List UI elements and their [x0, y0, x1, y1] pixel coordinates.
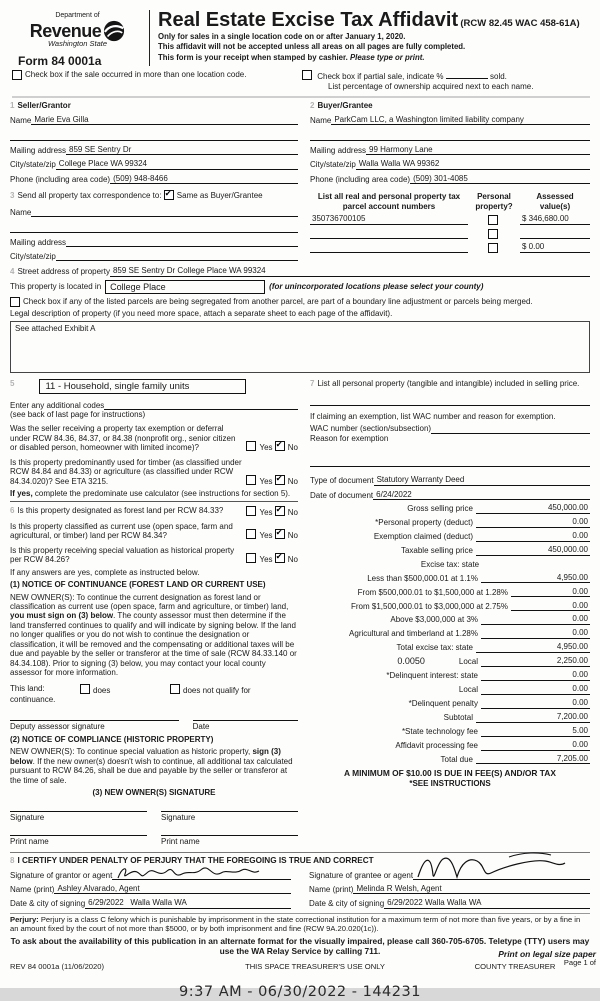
seller-city-label: City/state/zip — [10, 160, 56, 170]
fin-value-total-state: 4,950.00 — [476, 642, 590, 652]
fin-label-affidavitfee: Affidavit processing fee — [395, 741, 478, 751]
assessed-value-field-3: $ 0.00 — [520, 242, 590, 253]
treasurer-space-label: THIS SPACE TREASURER'S USE ONLY — [245, 961, 385, 971]
seller-city-field: College Place WA 99324 — [56, 159, 298, 169]
tax-correspondence-section — [10, 190, 298, 261]
type-of-document-field: Statutory Warranty Deed — [374, 475, 590, 485]
header-note-2: This affidavit will not be accepted unless all areas on all pages are fully completed. — [158, 42, 466, 52]
grantee-datecity-field: 6/29/2022 Walla Walla WA — [384, 898, 590, 908]
parcel-row-2 — [310, 228, 590, 239]
location-select[interactable]: College Place — [105, 280, 265, 295]
fin-label-tier1: Less than $500,000.01 at 1.1% — [367, 573, 478, 583]
print-note: Print on legal size paper Page 1 of — [498, 949, 596, 968]
fin-value-gross: 450,000.00 — [476, 503, 590, 513]
same-as-buyer-label: Same as Buyer/Grantee — [176, 190, 263, 200]
perjury-notice: Perjury: Perjury is a class C felony which is punishable by imprisonment in the state correctional institution for a maximum term of not more than five years, or by a fine in an amount fixed by the court of not more than $5000, or by both imprisonment and fine (RCW 9A.20.020(1c)). — [10, 913, 590, 934]
buyer-mailing-label: Mailing address — [310, 146, 367, 155]
form-header — [10, 8, 590, 68]
current-use-question: Is this property classified as current use (open space, farm and agricultural, or timber) land per RCW 84.34? Yes ✔ No — [10, 522, 298, 541]
notice-compliance-title: (2) NOTICE OF COMPLIANCE (HISTORIC PROPERTY) — [10, 734, 214, 744]
parcel-table — [310, 192, 590, 261]
forest-land-question: 6 Is this property designated as forest land per RCW 84.33? Yes ✔ No — [10, 506, 298, 517]
wac-intro: If claiming an exemption, list WAC number and reason for exemption. — [310, 412, 556, 422]
if-yes-note: If any answers are yes, complete as instructed below. — [10, 567, 200, 577]
rev-form-number: REV 84 0001a (11/06/2020) — [10, 961, 105, 971]
fin-label-delinq-pen: *Delinquent penalty — [408, 699, 478, 709]
grantor-signature-field[interactable] — [112, 870, 291, 880]
wac-number-label: WAC number (section/subsection) — [310, 424, 432, 434]
fin-value-taxable: 450,000.00 — [476, 545, 590, 555]
grantee-signature-label: Signature of grantee or agent — [309, 870, 414, 880]
timber-yes-checkbox[interactable] — [246, 475, 256, 485]
personal-property-checkbox-3[interactable] — [488, 243, 498, 253]
buyer-phone-field: (509) 301-4085 — [410, 174, 590, 184]
fin-label-tier2: From $500,000.01 to $1,500,000 at 1.28% — [357, 587, 508, 597]
excise-tax-state-header: Excise tax: state — [420, 559, 480, 569]
seller-name-2-field[interactable] — [10, 130, 298, 141]
land-use-code-select[interactable]: 11 - Household, single family units — [39, 379, 246, 394]
partial-sale-checkbox[interactable] — [302, 70, 312, 80]
title-rcw-ref: (RCW 82.45 WAC 458-61A) — [460, 18, 580, 29]
personal-property-list-section — [310, 379, 590, 388]
corr-name-label: Name — [10, 207, 32, 217]
forest-yes-checkbox[interactable] — [246, 506, 256, 516]
buyer-grantee-heading: Buyer/Grantee — [317, 101, 373, 111]
property-address-section — [10, 266, 590, 372]
exemption-deferral-question: Was the seller receiving a property tax exemption or deferral under RCW 84.36, 84.37, or 84.38 (nonprofit org., senior citizen or disabled person, homeowner with limited income)? Yes ✔ No — [10, 424, 298, 452]
seller-mailing-label: Mailing address — [10, 146, 67, 155]
washington-state-label: Washington State — [47, 39, 108, 49]
fin-value-tier2: 0.00 — [511, 587, 590, 597]
same-as-buyer-checkbox[interactable] — [164, 190, 174, 200]
corr-name-field[interactable] — [31, 207, 298, 217]
corr-city-field[interactable] — [56, 251, 298, 261]
see-instructions-note: *SEE INSTRUCTIONS — [409, 779, 491, 789]
page-title: Real Estate Excise Tax Affidavit — [158, 9, 459, 31]
fin-label-taxable: Taxable selling price — [400, 546, 473, 556]
street-address-label: Street address of property — [17, 267, 110, 277]
timber-agriculture-question: Is this property predominantly used for timber (as classified under RCW 84.84 and 84.33) or agriculture (as classified under RCW 84.34.020)? See ETA 3215. Yes ✔ No — [10, 458, 298, 486]
buyer-phone-label: Phone (including area code) — [310, 174, 411, 184]
local-rate-value: 0.0050 — [397, 656, 425, 667]
deputy-assessor-signature-line[interactable] — [10, 720, 179, 731]
assessed-value-field-1: $ 346,680.00 — [520, 214, 590, 225]
page-number: Page 1 of — [563, 958, 596, 968]
new-owner-printname-line-1[interactable] — [10, 835, 147, 846]
legal-description-label: Legal description of property (if you need more space, attach a separate sheet to each page of the affidavit). — [10, 309, 393, 319]
fin-value-techfee: 5.00 — [481, 726, 590, 736]
notice-continuance-title: (1) NOTICE OF CONTINUANCE (FOREST LAND OR CURRENT USE) — [10, 580, 266, 590]
seller-grantor-section — [10, 101, 298, 184]
parcel-row-1 — [310, 214, 590, 225]
personal-property-checkbox-1[interactable] — [488, 215, 498, 225]
corr-city-label: City/state/zip — [10, 251, 56, 261]
certification-section — [10, 852, 590, 909]
new-owner-printname-line-2[interactable] — [161, 835, 298, 846]
header-note-3: This form is your receipt when stamped by cashier. Please type or print. — [158, 52, 425, 62]
seller-grantor-heading: Seller/Grantor — [17, 101, 71, 111]
assessed-value-field-2[interactable] — [520, 228, 590, 239]
seller-name-field: Marie Eva Gilla — [31, 115, 298, 125]
fin-label-exemption: Exemption claimed (deduct) — [373, 532, 473, 542]
fin-label-totaldue: Total due — [440, 755, 473, 765]
section-4-number: 4 — [10, 267, 15, 277]
buyer-mailing-field: 99 Harmony Lane — [366, 145, 590, 155]
partial-sale-label-pre: Check box if partial sale, indicate % — [317, 72, 444, 82]
section-8-number: 8 — [10, 856, 15, 866]
county-treasurer-label: COUNTY TREASURER — [474, 961, 556, 971]
section-5-number: 5 — [10, 378, 15, 388]
partial-sale-label-post: sold. — [490, 72, 507, 82]
fin-value-tier3: 0.00 — [511, 601, 590, 611]
revenue-wordmark: Revenue — [29, 20, 102, 41]
fin-value-subtotal: 7,200.00 — [476, 712, 590, 722]
personal-property-col-header: Personal property? — [475, 192, 513, 211]
segregated-parcel-label: Check box if any of the listed parcels are being segregated from another parcel, are part of a boundary line adjustment or parcels being merged. — [23, 297, 533, 307]
buyer-city-field: Walla Walla WA 99362 — [356, 159, 590, 169]
signature-label-2: Signature — [161, 813, 196, 823]
reason-exemption-label: Reason for exemption — [310, 433, 389, 443]
treasurer-stamp: 9:37 AM - 06/30/2022 - 144231 — [179, 983, 421, 1000]
land-use-code-row — [10, 379, 298, 394]
county-note: (for unincorporated locations please select your county) — [269, 282, 484, 292]
buyer-city-label: City/state/zip — [310, 160, 356, 170]
assessed-value-col-header: Assessed value(s) — [536, 192, 574, 211]
section-3-number: 3 — [10, 190, 15, 200]
date-of-document-label: Date of document — [310, 490, 374, 500]
fin-value-affidavitfee: 0.00 — [481, 740, 590, 750]
corr-mailing-field[interactable] — [66, 237, 298, 247]
parcel-number-field-3[interactable] — [310, 242, 468, 253]
fin-value-exemption: 0.00 — [476, 531, 590, 541]
fin-label-total-state: Total excise tax: state — [396, 643, 473, 653]
fin-label-agtimber: Agricultural and timberland at 1.28% — [349, 629, 478, 639]
parcel-row-3 — [310, 242, 590, 253]
new-owner-signature-line-2[interactable] — [161, 811, 298, 822]
legal-description-field[interactable]: See attached Exhibit A — [10, 321, 590, 373]
dor-logo-block — [10, 8, 145, 68]
fin-value-tier1: 4,950.00 — [481, 573, 590, 583]
current-use-yes-checkbox[interactable] — [246, 529, 256, 539]
located-in-label: This property is located in — [10, 282, 102, 292]
buyer-name-field: ParkCam LLC, a Washington limited liability company — [331, 115, 590, 125]
grantee-printname-label: Name (print) — [309, 884, 354, 894]
buyer-name-2-field[interactable] — [310, 130, 590, 141]
personal-property-field[interactable] — [310, 404, 590, 406]
land-qualify-row: This land: does does not qualify for — [10, 683, 251, 695]
type-of-document-label: Type of document — [310, 476, 374, 486]
does-not-qualify-checkbox[interactable] — [170, 684, 180, 694]
notice-compliance-text: NEW OWNER(S): To continue special valuation as historic property, sign (3) below. If the new owner(s) doesn't wish to continue, all additional tax calculated pursuant to RCW 84.26, shall be due and payable by the seller or transferor at the time of sale. — [10, 747, 293, 785]
deputy-date-label: Date — [192, 722, 210, 732]
alternate-format-notice: To ask about the availability of this publication in an alternate format for the visually impaired, please call 360-705-6705. Teletype (TTY) users may use the WA Relay Service by calling 711. — [10, 935, 590, 956]
historical-question: Is this property receiving special valuation as historical property per RCW 84.26? Yes ✔ No — [10, 546, 298, 565]
exemption-yes-checkbox[interactable] — [246, 441, 256, 451]
multi-location-checkbox[interactable] — [12, 70, 22, 80]
section-2-number: 2 — [310, 101, 315, 111]
historical-yes-checkbox[interactable] — [246, 553, 256, 563]
additional-codes-label: Enter any additional codes — [10, 400, 105, 410]
additional-codes-field[interactable] — [104, 400, 298, 410]
fin-label-personal: *Personal property (deduct) — [375, 518, 473, 528]
section-6-number: 6 — [10, 505, 15, 515]
predominate-use-note: If yes, complete the predominate use calculator (see instructions for section 5). — [10, 489, 298, 501]
segregated-parcel-checkbox[interactable] — [10, 297, 20, 307]
buyer-grantee-section — [310, 101, 590, 184]
timber-no-checkbox[interactable] — [275, 475, 285, 485]
fin-value-tier4: 0.00 — [481, 614, 590, 624]
header-divider — [149, 10, 150, 66]
new-owner-signature-title: (3) NEW OWNER(S) SIGNATURE — [92, 788, 216, 797]
seller-name-label: Name — [10, 115, 32, 125]
section-1-number: 1 — [10, 101, 15, 111]
signature-label-1: Signature — [10, 813, 45, 823]
partial-sale-check-row — [302, 70, 590, 91]
correspondence-intro: Send all property tax correspondence to: — [17, 190, 162, 200]
grantor-datecity-field: 6/29/2022 Walla Walla WA — [85, 898, 291, 908]
reason-exemption-field[interactable] — [310, 465, 590, 467]
local-tax-row — [310, 656, 590, 667]
personal-property-intro: List all personal property (tangible and intangible) included in selling price. — [317, 378, 580, 388]
grantee-datecity-label: Date & city of signing — [309, 899, 385, 909]
minimum-due-note: A MINIMUM OF $10.00 IS DUE IN FEE(S) AND/OR TAX — [344, 768, 556, 779]
fin-label-delinq-int: *Delinquent interest: state — [386, 671, 478, 681]
current-use-no-checkbox[interactable] — [275, 529, 285, 539]
fin-value-delinq-pen: 0.00 — [481, 698, 590, 708]
grantor-signature-label: Signature of grantor or agent — [10, 870, 113, 880]
grantor-printname-label: Name (print) — [10, 884, 55, 894]
fin-label-tier3: From $1,500,000.01 to $3,000,000 at 2.75% — [350, 601, 508, 611]
parcel-number-field-2[interactable] — [310, 228, 468, 239]
grantor-printname-field: Ashley Alvarado, Agent — [54, 884, 291, 894]
new-owner-signature-line-1[interactable] — [10, 811, 147, 822]
grantee-signature-field[interactable] — [413, 870, 590, 880]
buyer-name-label: Name — [310, 115, 332, 125]
forest-no-checkbox[interactable] — [275, 506, 285, 516]
local-tax-value: 2,250.00 — [481, 656, 590, 666]
parcel-col-header: List all real and personal property tax parcel account numbers — [317, 192, 461, 211]
exemption-no-checkbox[interactable] — [275, 441, 285, 451]
fin-value-delinq-local: 0.00 — [481, 684, 590, 694]
form-number: Form 84 0001a — [18, 54, 102, 69]
dept-of-label: Department of — [55, 12, 100, 19]
corr-name-2-field[interactable] — [10, 222, 298, 233]
fin-value-agtimber: 0.00 — [481, 628, 590, 638]
multi-location-label: Check box if the sale occurred in more than one location code. — [25, 70, 247, 80]
multi-location-check-row — [12, 70, 302, 91]
personal-property-checkbox-2[interactable] — [488, 229, 498, 239]
date-of-document-field: 6/24/2022 — [373, 490, 590, 500]
continuance-label: continuance. — [10, 694, 56, 704]
partial-sale-percent-field[interactable] — [446, 71, 488, 79]
fin-value-delinq-int: 0.00 — [481, 670, 590, 680]
local-label: Local — [458, 657, 478, 667]
street-address-field: 859 SE Sentry Dr College Place WA 99324 — [110, 266, 590, 276]
wac-number-field[interactable] — [431, 424, 590, 434]
grantee-printname-field: Melinda R Welsh, Agent — [353, 884, 590, 894]
fin-value-totaldue: 7,205.00 — [476, 754, 590, 764]
ownership-note: List percentage of ownership acquired next to each name. — [328, 81, 534, 91]
this-land-label: This land: — [10, 683, 45, 693]
fin-label-techfee: *State technology fee — [401, 727, 478, 737]
print-name-label-2: Print name — [161, 836, 200, 846]
corr-mailing-label: Mailing address — [10, 237, 67, 247]
fin-value-personal: 0.00 — [476, 517, 590, 527]
certify-heading: I CERTIFY UNDER PENALTY OF PERJURY THAT THE FOREGOING IS TRUE AND CORRECT — [17, 856, 374, 866]
section-7-number: 7 — [310, 378, 315, 388]
does-qualify-checkbox[interactable] — [80, 684, 90, 694]
print-name-label-1: Print name — [10, 836, 49, 846]
fin-label-tier4: Above $3,000,000 at 3% — [390, 615, 478, 625]
seller-phone-label: Phone (including area code) — [10, 174, 111, 184]
grantor-datecity-label: Date & city of signing — [10, 899, 86, 909]
deputy-date-line[interactable] — [193, 720, 298, 731]
grantee-signature — [413, 849, 573, 883]
fin-label-subtotal: Subtotal — [443, 713, 473, 723]
fin-label-delinq-local: Local — [458, 685, 478, 695]
seller-phone-field: (509) 948-8466 — [110, 174, 298, 184]
notice-continuance-text: NEW OWNER(S): To continue the current designation as forest land or classification as current use (open space, farm and agriculture, or timber) land, you must sign on (3) below. The county assessor must then determine if the land transferred continues to qualify and will indicate by signing below. If the land no longer qualifies or you do not wish to continue the designation or classification, it will be removed and the compensating or additional taxes will be due and payable by the seller or transferor at the time of sale (RCW 84.33.140 or 84.34.108). Prior to signing (3) below, you may contact your local county assessor for more information. — [10, 592, 297, 678]
header-note-1: Only for sales in a single location code on or after January 1, 2020. — [158, 31, 406, 41]
seller-mailing-field: 859 SE Sentry Dr — [66, 145, 298, 155]
fin-label-gross: Gross selling price — [407, 504, 473, 514]
historical-no-checkbox[interactable] — [275, 553, 285, 563]
additional-codes-note: (see back of last page for instructions) — [10, 410, 146, 419]
grantor-signature — [114, 865, 264, 881]
parcel-number-field-1: 350736700105 — [310, 214, 468, 225]
deputy-assessor-label: Deputy assessor signature — [10, 722, 105, 732]
